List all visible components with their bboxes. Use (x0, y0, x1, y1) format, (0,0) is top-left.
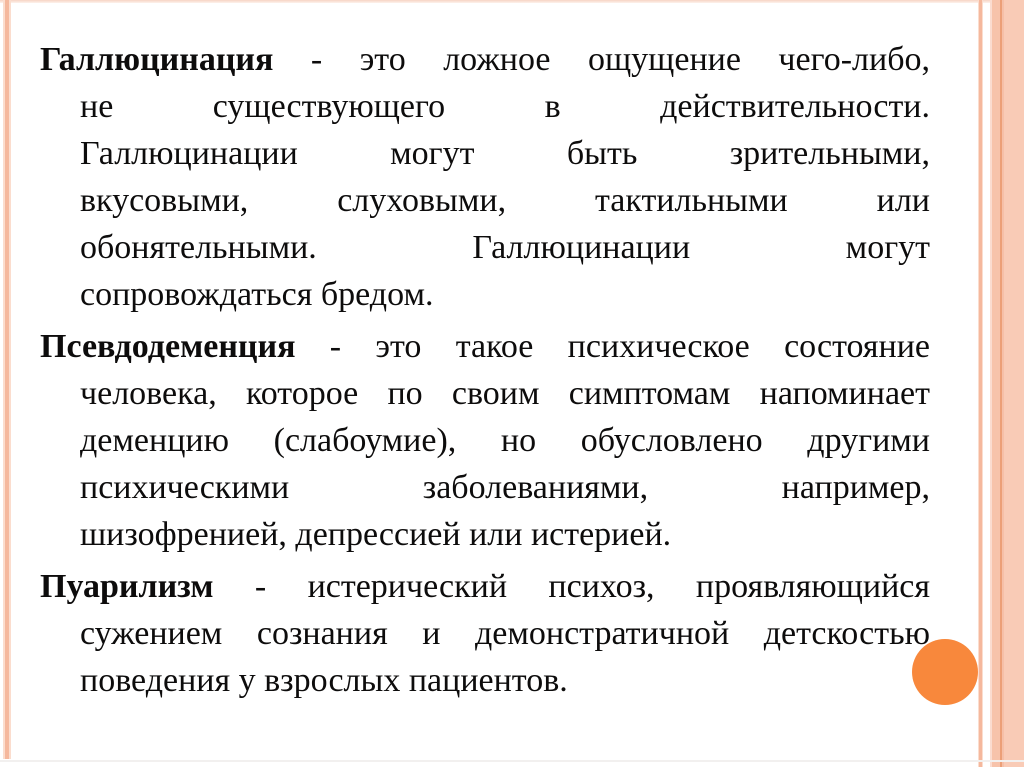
definition-line: Галлюцинации могут быть зрительными, (80, 135, 930, 172)
definition-term: Пуарилизм (40, 568, 214, 605)
left-accent-stripe (3, 0, 11, 759)
definition-term: Псевдодеменция (40, 328, 296, 365)
definition-line: человека, которое по своим симптомам напоминает (80, 375, 930, 412)
definition-line: вкусовыми, слуховыми, тактильными или (80, 182, 930, 219)
definition-line: обонятельными. Галлюцинации могут (80, 229, 930, 266)
definition-line: психическими заболеваниями, например, (80, 469, 930, 506)
bottom-accent-line (0, 760, 1024, 762)
definition-line: поведения у взрослых пациентов. (80, 662, 568, 699)
definition-line (40, 563, 930, 610)
top-accent-line (0, 0, 1024, 3)
definition-line-text: - это такое психическое состояние (295, 328, 930, 365)
definition-paragraph-puerilism (40, 563, 930, 704)
right-accent-stripe-thin (978, 0, 983, 767)
right-accent-band (990, 0, 1024, 767)
definition-line: сужением сознания и демонстратичной детскостью (80, 615, 930, 652)
definition-term: Галлюцинация (40, 41, 274, 78)
definition-line: не существующего в действительности. (80, 88, 930, 125)
definition-line (40, 36, 930, 83)
definition-line-text: - истерический психоз, проявляющийся (213, 568, 930, 605)
definition-paragraph-hallucination (40, 36, 930, 318)
definition-line: деменцию (слабоумие), но обусловлено другими (80, 422, 930, 459)
definition-line: шизофренией, депрессией или истерией. (80, 516, 672, 553)
definition-line: сопровождаться бредом. (80, 276, 434, 313)
definition-line (40, 323, 930, 370)
definition-paragraph-pseudodementia (40, 323, 930, 558)
slide-body-text (40, 36, 930, 704)
definition-line-text: - это ложное ощущение чего-либо, (273, 41, 930, 78)
